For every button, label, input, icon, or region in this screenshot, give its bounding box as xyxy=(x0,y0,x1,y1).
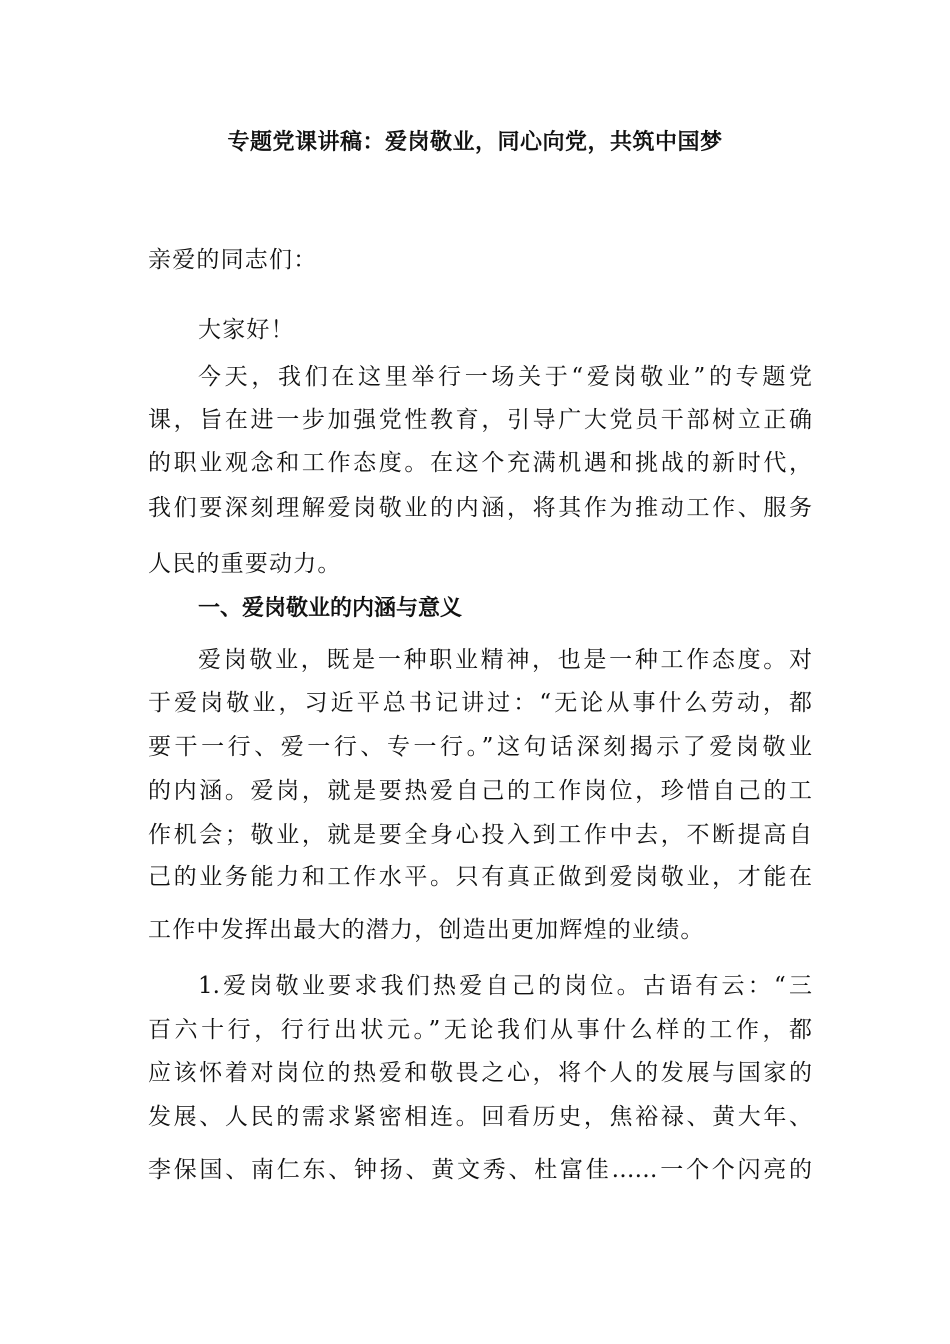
section-heading: 一、爱岗敬业的内涵与意义 xyxy=(198,596,463,621)
paragraph-line: 人民的重要动力。 xyxy=(148,551,342,577)
paragraph-line: 于爱岗敬业，习近平总书记讲过：“无论从事什么劳动，都 xyxy=(148,690,812,716)
paragraph-line: 发展、人民的需求紧密相连。回看历史，焦裕禄、黄大年、 xyxy=(148,1104,812,1130)
paragraph-line: 的职业观念和工作态度。在这个充满机遇和挑战的新时代， xyxy=(148,450,812,476)
paragraph-line: 应该怀着对岗位的热爱和敬畏之心，将个人的发展与国家的 xyxy=(148,1060,812,1086)
paragraph-line: 今天，我们在这里举行一场关于“爱岗敬业”的专题党 xyxy=(198,364,812,390)
paragraph-line: 百六十行，行行出状元。”无论我们从事什么样的工作，都 xyxy=(148,1017,812,1043)
paragraph-line: 要干一行、爱一行、专一行。”这句话深刻揭示了爱岗敬业 xyxy=(148,734,812,760)
paragraph-line: 我们要深刻理解爱岗敬业的内涵，将其作为推动工作、服务 xyxy=(148,495,812,521)
paragraph-line: 己的业务能力和工作水平。只有真正做到爱岗敬业，才能在 xyxy=(148,864,812,890)
document-title: 专题党课讲稿：爱岗敬业，同心向党，共筑中国梦 xyxy=(227,130,723,155)
greeting: 大家好！ xyxy=(198,317,295,343)
paragraph-line: 1.爱岗敬业要求我们热爱自己的岗位。古语有云：“三 xyxy=(198,973,812,999)
paragraph-line: 的内涵。爱岗，就是要热爱自己的工作岗位，珍惜自己的工 xyxy=(148,778,812,804)
paragraph-line: 工作中发挥出最大的潜力，创造出更加辉煌的业绩。 xyxy=(148,917,705,943)
salutation: 亲爱的同志们： xyxy=(148,247,318,273)
paragraph-line: 课，旨在进一步加强党性教育，引导广大党员干部树立正确 xyxy=(148,407,812,433)
paragraph-line: 作机会；敬业，就是要全身心投入到工作中去，不断提高自 xyxy=(148,822,812,848)
paragraph-line: 李保国、南仁东、钟扬、黄文秀、杜富佳……一个个闪亮的 xyxy=(148,1157,812,1183)
paragraph-line: 爱岗敬业，既是一种职业精神，也是一种工作态度。对 xyxy=(198,647,812,673)
